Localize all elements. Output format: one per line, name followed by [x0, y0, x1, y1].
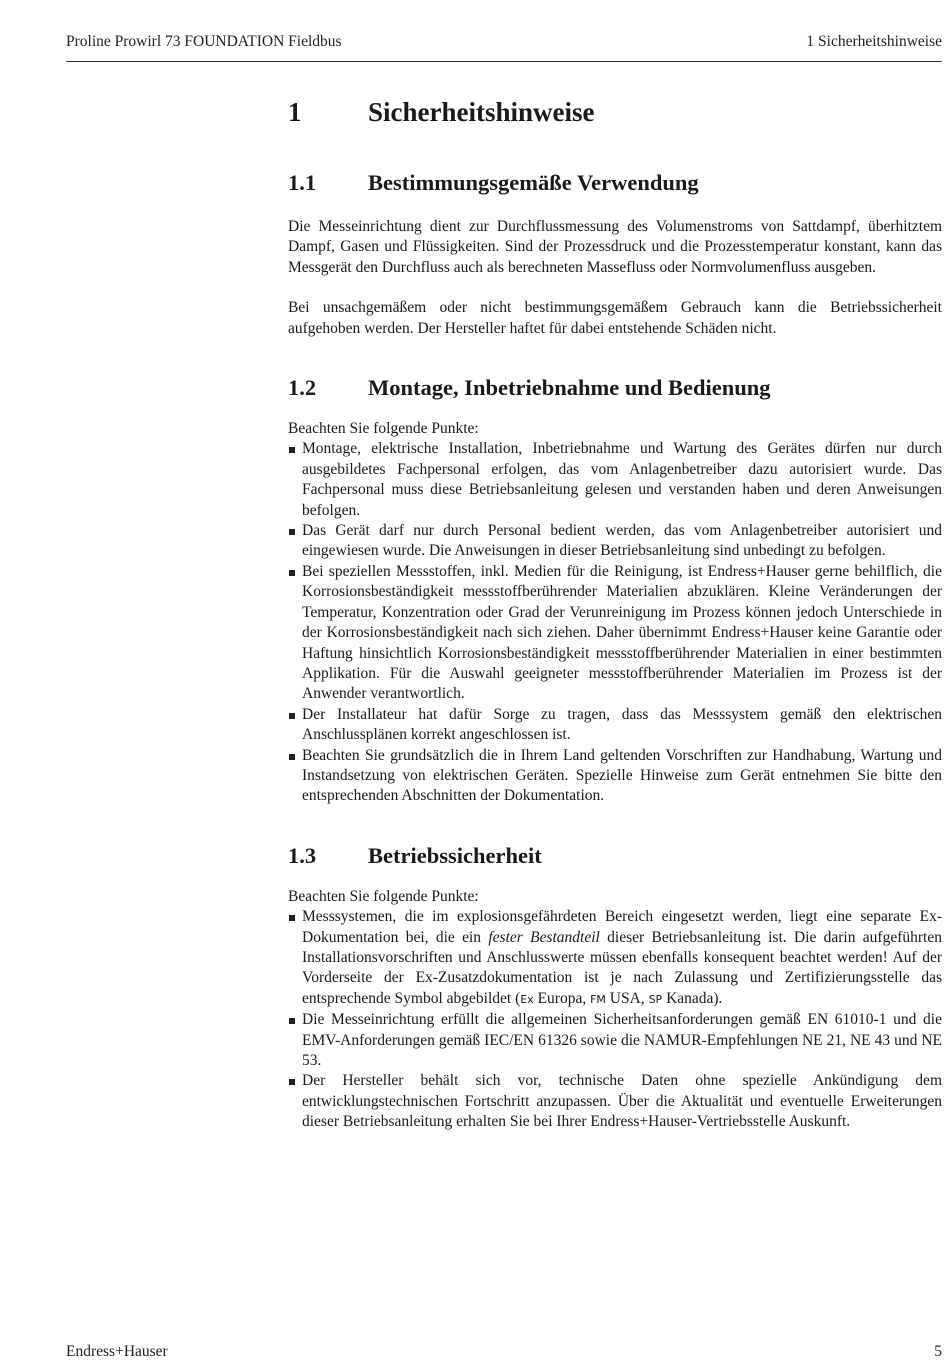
main-content [288, 94, 942, 1133]
emphasis-text: fester Bestandteil [488, 928, 600, 946]
chapter-number: 1 [288, 97, 302, 127]
section-heading-1-1 [288, 168, 942, 198]
list-item: Bei speziellen Messstoffen, inkl. Medien für die Reinigung, ist Endress+Hauser gerne behilflich, die Korrosionsbeständigkeit messstoffberührender Materialien abzuklären. Kleine Veränderungen der Temperatur, Konzentration oder Grad der Verunreinigung im Prozess können jedoch Unterschiede in der Korrosionsbeständigkeit nach sich ziehen. Daher übernimmt Endress+Hauser keine Garantie oder Haftung hinsichtlich Korrosionsbeständigkeit messstoffberührender Materialien in einer bestimmten Applikation. Für die Auswahl geeigneter messstoffberührender Materialien im Prozess ist der Anwender verantwortlich. [288, 562, 942, 705]
list-item: Die Messeinrichtung erfüllt die allgemeinen Sicherheitsanforderungen gemäß EN 61010-1 und die EMV-Anforderungen gemäß IEC/EN 61326 sowie die NAMUR-Empfehlungen NE 21, NE 43 und NE 53. [288, 1010, 942, 1071]
footer-brand: Endress+Hauser [66, 1343, 168, 1360]
chapter-heading [288, 94, 942, 130]
list-item: Beachten Sie grundsätzlich die in Ihrem Land geltenden Vorschriften zur Handhabung, Wartung und Instandsetzung von elektrischen Geräten. Spezielle Hinweise zum Gerät entnehmen Sie bitte den entsprechenden Abschnitten der Dokumentation. [288, 746, 942, 807]
ex-europe-icon: Ex [520, 992, 534, 1006]
list-item: Montage, elektrische Installation, Inbetriebnahme und Wartung des Gerätes dürfen nur durch ausgebildetes Fachpersonal erfolgen, das vom Anlagenbetreiber dazu autorisiert wurde. Das Fachpersonal muss diese Betriebsanleitung gelesen und verstanden haben und deren Anweisungen befolgen. [288, 439, 942, 521]
paragraph: Die Messeinrichtung dient zur Durchflussmessung des Volumenstroms von Sattdampf, überhitztem Dampf, Gasen und Flüssigkeiten. Sind der Prozessdruck und die Prozesstemperatur konstant, kann das Messgerät den Durchfluss auch als berechneten Massefluss oder Normvolumenfluss ausgeben. [288, 218, 942, 276]
text-run: Europa, [533, 989, 591, 1007]
header-chapter-title: 1 Sicherheitshinweise [806, 33, 942, 50]
list-item: Das Gerät darf nur durch Personal bedient werden, das vom Anlagenbetreiber autorisiert und eingewiesen wurde. Die Anweisungen in dieser Betriebsanleitung sind unbedingt zu befolgen. [288, 521, 942, 562]
section-title: Montage, Inbetriebnahme und Bedienung [368, 375, 771, 401]
section-number: 1.3 [288, 842, 317, 868]
page-header [66, 33, 942, 62]
text-run: dieser Betriebsanleitung ist. Die darin aufgeführten Installationsvorschriften und Anschlusswerte müssen ebenfalls konsequent beachtet werden! Auf der Vorderseite der Ex-Zusatzdokumentation ist je nach Zulassung und Zertifizierungsstelle das entsprechende Symbol abgebildet ( [302, 928, 942, 1007]
section-heading-1-2 [288, 373, 942, 403]
text-run: USA, [605, 989, 649, 1007]
header-document-title: Proline Prowirl 73 FOUNDATION Fieldbus [66, 33, 342, 50]
list-item: Der Installateur hat dafür Sorge zu tragen, dass das Messsystem gemäß den elektrischen Anschlussplänen korrekt angeschlossen ist. [288, 705, 942, 746]
bullet-list [288, 907, 942, 1132]
paragraph: Bei unsachgemäßem oder nicht bestimmungsgemäßem Gebrauch kann die Betriebssicherheit aufgehoben werden. Der Hersteller haftet für dabei entstehende Schäden nicht. [288, 299, 942, 337]
list-intro: Beachten Sie folgende Punkte: [288, 420, 479, 438]
section-heading-1-3 [288, 841, 942, 871]
section-title: Bestimmungsgemäße Verwendung [368, 170, 699, 195]
section-number: 1.1 [288, 170, 317, 195]
fm-usa-icon: FM [590, 992, 606, 1006]
text-run: Messsystemen, die im explosionsgefährdeten Bereich eingesetzt werden, liegt eine separate Ex-Dokumentation bei, die ein [302, 908, 942, 946]
section-number: 1.2 [288, 375, 317, 401]
page-number: 5 [934, 1343, 942, 1360]
bullet-list [288, 439, 942, 806]
list-item [288, 907, 942, 1010]
csa-canada-icon: SP [648, 992, 663, 1006]
text-run: Kanada). [662, 989, 723, 1007]
list-intro: Beachten Sie folgende Punkte: [288, 887, 479, 905]
chapter-title: Sicherheitshinweise [368, 97, 595, 127]
section-title: Betriebssicherheit [368, 842, 542, 868]
list-item: Der Hersteller behält sich vor, technische Daten ohne spezielle Ankündigung dem entwicklungstechnischen Fortschritt anzupassen. Über die Aktualität und eventuelle Erweiterungen dieser Betriebsanleitung erhalten Sie bei Ihrer Endress+Hauser-Vertriebsstelle Auskunft. [288, 1071, 942, 1132]
